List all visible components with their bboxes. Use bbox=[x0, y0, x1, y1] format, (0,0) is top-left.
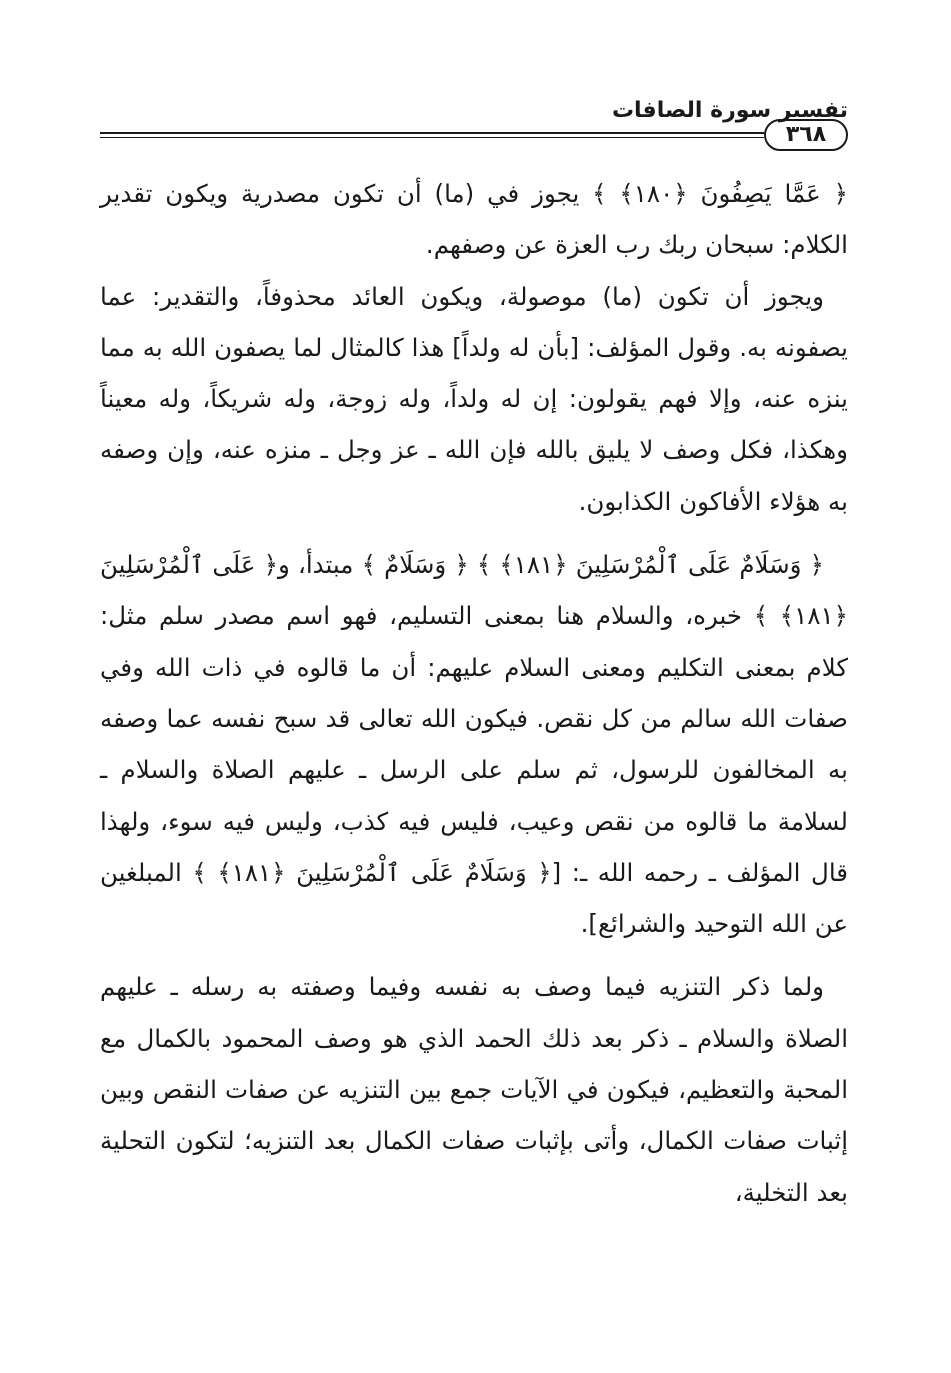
page-header bbox=[100, 96, 848, 152]
page-number: ٣٦٨ bbox=[764, 119, 848, 151]
paragraph-4: ولما ذكر التنزيه فيما وصف به نفسه وفيما وصفته به رسله ـ عليهم الصلاة والسلام ـ ذكر بعد ذلك الحمد الذي هو وصف المحمود بالكمال مع المحبة والتعظيم، فيكون في الآيات جمع بين التنزيه عن صفات النقص وبين إثبات صفات الكمال، وأتى بإثبات صفات الكمال بعد التنزيه؛ لتكون التحلية بعد التخلية، bbox=[100, 972, 848, 1207]
running-title: تفسير سورة الصافات bbox=[611, 98, 848, 123]
header-rule-thin bbox=[100, 137, 764, 138]
paragraph-2: ويجوز أن تكون (ما) موصولة، ويكون العائد محذوفاً، والتقدير: عما يصفونه به. وقول المؤلف: [بأن له ولداً] هذا كالمثال لما يصفون الله به مما ينزه عنه، وإلا فهم يقولون: إن له ولداً، وله زوجة، وله شريكاً، وله معيناً وهكذا، فكل وصف لا يليق بالله فإن الله ـ عز وجل ـ منزه عنه، وإن وصفه به هؤلاء الأفاكون الكذابون. bbox=[100, 281, 848, 516]
paragraph-1: ﴿ عَمَّا يَصِفُونَ ﴿١٨٠﴾ ﴾ يجوز في (ما) أن تكون مصدرية ويكون تقدير الكلام: سبحان ربك رب العزة عن وصفهم. bbox=[100, 179, 848, 260]
body-text bbox=[100, 168, 848, 1218]
header-rule bbox=[100, 132, 764, 134]
paragraph-3: ﴿ وَسَلَامٌ عَلَى ٱلْمُرْسَلِينَ ﴿١٨١﴾ ﴾ ﴿ وَسَلَامٌ ﴾ مبتدأ، و﴿ عَلَى ٱلْمُرْسَلِينَ ﴿١٨١﴾ ﴾ خبره، والسلام هنا بمعنى التسليم، فهو اسم مصدر سلم مثل: كلام بمعنى التكليم ومعنى السلام عليهم: أن ما قالوه في ذات الله وفي صفات الله سالم من كل نقص. فيكون الله تعالى قد سبح نفسه عما وصفه به المخالفون للرسول، ثم سلم على الرسل ـ عليهم الصلاة والسلام ـ لسلامة ما قالوه من نقص وعيب، فليس فيه كذب، وليس فيه سوء، ولهذا قال المؤلف ـ رحمه الله ـ: [﴿ وَسَلَامٌ عَلَى ٱلْمُرْسَلِينَ ﴿١٨١﴾ ﴾ المبلغين عن الله التوحيد والشرائع]. bbox=[100, 550, 848, 939]
